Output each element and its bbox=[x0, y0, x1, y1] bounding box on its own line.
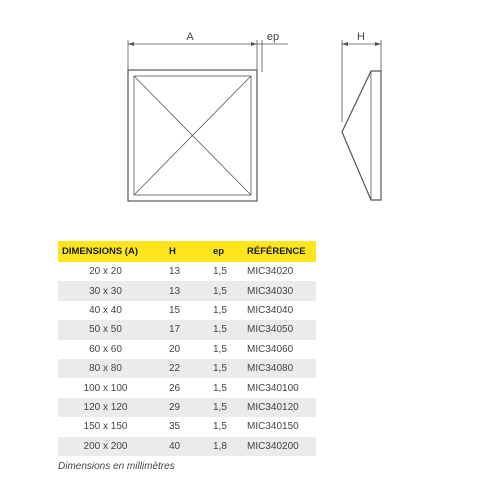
table-row bbox=[58, 340, 316, 359]
cell-ep: 1,5 bbox=[209, 262, 243, 281]
cell-h: 22 bbox=[153, 359, 209, 378]
table-row bbox=[58, 359, 316, 378]
cell-dimensions: 30 x 30 bbox=[58, 281, 153, 300]
cell-ep: 1,5 bbox=[209, 320, 243, 339]
header-dimensions: DIMENSIONS (A) bbox=[58, 241, 153, 262]
cell-h: 15 bbox=[153, 301, 209, 320]
cell-reference: MIC34080 bbox=[243, 359, 316, 378]
cell-h: 13 bbox=[153, 281, 209, 300]
cell-dimensions: 60 x 60 bbox=[58, 340, 153, 359]
cell-reference: MIC340120 bbox=[243, 398, 316, 417]
cell-ep: 1,5 bbox=[209, 378, 243, 397]
header-reference: RÉFÉRENCE bbox=[243, 241, 316, 262]
cell-reference: MIC34020 bbox=[243, 262, 316, 281]
cell-ep: 1,5 bbox=[209, 417, 243, 436]
cell-dimensions: 80 x 80 bbox=[58, 359, 153, 378]
table-row bbox=[58, 378, 316, 397]
header-h: H bbox=[153, 241, 209, 262]
dim-h-arrow-left bbox=[342, 42, 348, 46]
dim-ep-label: ep bbox=[266, 31, 280, 43]
dim-h-label: H bbox=[357, 31, 365, 43]
table-row bbox=[58, 417, 316, 436]
cell-h: 40 bbox=[153, 437, 209, 456]
table-row bbox=[58, 262, 316, 281]
cell-dimensions: 120 x 120 bbox=[58, 398, 153, 417]
cell-reference: MIC340100 bbox=[243, 378, 316, 397]
cell-reference: MIC340200 bbox=[243, 437, 316, 456]
cell-dimensions: 100 x 100 bbox=[58, 378, 153, 397]
cell-h: 35 bbox=[153, 417, 209, 436]
technical-drawing bbox=[0, 0, 500, 215]
cell-dimensions: 40 x 40 bbox=[58, 301, 153, 320]
cell-reference: MIC34060 bbox=[243, 340, 316, 359]
cell-h: 20 bbox=[153, 340, 209, 359]
cell-h: 17 bbox=[153, 320, 209, 339]
cell-ep: 1,5 bbox=[209, 398, 243, 417]
cell-reference: MIC34040 bbox=[243, 301, 316, 320]
cell-h: 13 bbox=[153, 262, 209, 281]
cell-h: 29 bbox=[153, 398, 209, 417]
dim-h-arrow-right bbox=[375, 42, 381, 46]
cell-dimensions: 20 x 20 bbox=[58, 262, 153, 281]
cell-ep: 1,5 bbox=[209, 301, 243, 320]
table-body bbox=[58, 262, 316, 456]
table-row bbox=[58, 320, 316, 339]
table-row bbox=[58, 301, 316, 320]
cell-reference: MIC34050 bbox=[243, 320, 316, 339]
table-row bbox=[58, 398, 316, 417]
table-row bbox=[58, 437, 316, 456]
units-footnote: Dimensions en millimètres bbox=[58, 461, 175, 472]
cell-reference: MIC34030 bbox=[243, 281, 316, 300]
dim-a-arrow-right bbox=[251, 42, 257, 46]
cell-ep: 1,5 bbox=[209, 281, 243, 300]
cell-dimensions: 50 x 50 bbox=[58, 320, 153, 339]
cap-side-profile bbox=[342, 71, 381, 200]
header-ep: ep bbox=[209, 241, 243, 262]
dimensions-table bbox=[58, 241, 316, 456]
cell-ep: 1,8 bbox=[209, 437, 243, 456]
cell-h: 26 bbox=[153, 378, 209, 397]
cell-dimensions: 150 x 150 bbox=[58, 417, 153, 436]
table-header-row bbox=[58, 241, 316, 262]
table-row bbox=[58, 281, 316, 300]
dim-a-arrow-left bbox=[128, 42, 134, 46]
cell-ep: 1,5 bbox=[209, 359, 243, 378]
cell-reference: MIC340150 bbox=[243, 417, 316, 436]
cell-dimensions: 200 x 200 bbox=[58, 437, 153, 456]
cell-ep: 1,5 bbox=[209, 340, 243, 359]
dim-a-label: A bbox=[186, 31, 194, 43]
